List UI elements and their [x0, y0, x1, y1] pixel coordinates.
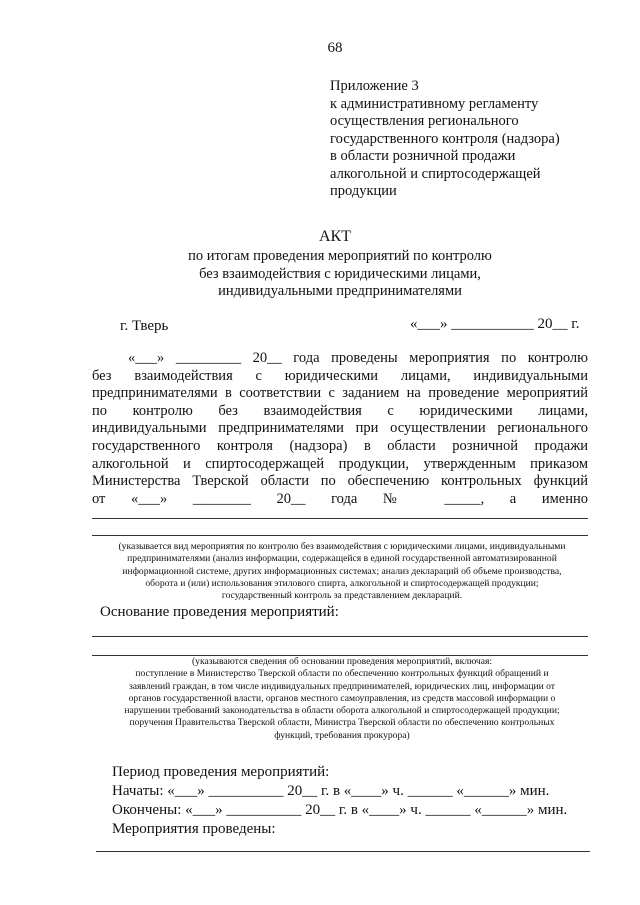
city-label: г. Тверь: [120, 318, 169, 334]
appendix-line: к административному регламенту: [330, 95, 539, 112]
appendix-line: Приложение 3: [330, 78, 419, 94]
appendix-line: осуществления регионального: [330, 113, 519, 129]
body-line: от «___» ________ 20__ года № _____, а именно: [92, 490, 588, 507]
conducted-label: Мероприятия проведены:: [112, 821, 276, 837]
body-line: алкогольной и спиртосодержащей продукции, утвержденным приказом: [92, 455, 588, 472]
note-line: заявлений граждан, в том числе индивидуальных предпринимателей, юридических лиц, информации от: [128, 680, 556, 692]
act-subtitle-line: индивидуальными предпринимателями: [218, 283, 462, 299]
period-started: Начаты: «___» __________ 20__ г. в «____» ч. ______ «______» мин.: [112, 783, 550, 799]
body-line: «___» _________ 20__ года проведены мероприятия по контролю: [128, 350, 588, 366]
fill-in-line: [92, 535, 588, 536]
page-number: 68: [327, 40, 343, 56]
body-line: без взаимодействия с юридическими лицами, индивидуальными: [92, 367, 588, 384]
basis-note: [86, 656, 598, 742]
body-line: по контролю без взаимодействия с юридическими лицами,: [92, 402, 588, 419]
note-line: (указываются сведения об основании проведения мероприятий, включая:: [191, 656, 493, 667]
note-line: государственный контроль за представлением деклараций.: [221, 590, 463, 602]
note-line: (указывается вид мероприятия по контролю без взаимодействия с юридическими лицами, индивидуальными: [118, 541, 566, 552]
body-line: индивидуальными предпринимателями при осуществлении регионального: [92, 420, 588, 437]
period-ended: Окончены: «___» __________ 20__ г. в «____» ч. ______ «______» мин.: [112, 802, 568, 818]
act-subtitle-line: без взаимодействия с юридическими лицами,: [199, 265, 481, 282]
note-line: функций, требования прокурора): [274, 729, 410, 741]
appendix-line: государственного контроля (надзора): [330, 130, 560, 147]
act-date-field: «___» ___________ 20__ г.: [410, 316, 580, 332]
fill-in-line: [96, 851, 590, 852]
body-line: предпринимателями в соответствии с заданием на проведение мероприятий: [92, 385, 588, 402]
appendix-line: продукции: [330, 183, 397, 199]
fill-in-line: [92, 518, 588, 519]
act-subtitle-line: по итогам проведения мероприятий по контролю: [188, 248, 492, 264]
note-line: органов государственной власти, органов местного самоуправления, из средств массовой информации о: [128, 692, 556, 704]
type-note: [86, 541, 598, 602]
appendix-header: [330, 78, 560, 201]
appendix-line: в области розничной продажи: [330, 148, 516, 164]
body-line: государственного контроля (надзора) в области розничной продажи: [92, 437, 588, 454]
note-line: информационной системе, других информационных системах; анализ деклараций об объеме производства,: [122, 565, 562, 577]
note-line: предпринимателями (анализ информации, содержащейся в единой государственной автоматизированной: [127, 553, 557, 565]
note-line: оборота и (или) использования этилового спирта, алкогольной и спиртосодержащей продукции;: [145, 577, 539, 589]
basis-label: Основание проведения мероприятий:: [100, 604, 339, 620]
act-subtitle: [0, 248, 640, 301]
act-title: АКТ: [319, 228, 351, 245]
note-line: поступление в Министерство Тверской области по обеспечению контрольных функций обращений и: [135, 668, 549, 680]
note-line: нарушении требований законодательства в области оборота алкогольной и спиртосодержащей продукции;: [124, 705, 560, 717]
period-label: Период проведения мероприятий:: [112, 764, 330, 780]
act-body-paragraph: [92, 350, 588, 508]
body-line: Министерства Тверской области по обеспечению контрольных функций: [92, 473, 588, 490]
fill-in-line: [92, 636, 588, 637]
appendix-line: алкогольной и спиртосодержащей: [330, 165, 541, 182]
note-line: поручения Правительства Тверской области, Министра Тверской области по обеспечению контрольных: [129, 717, 555, 729]
